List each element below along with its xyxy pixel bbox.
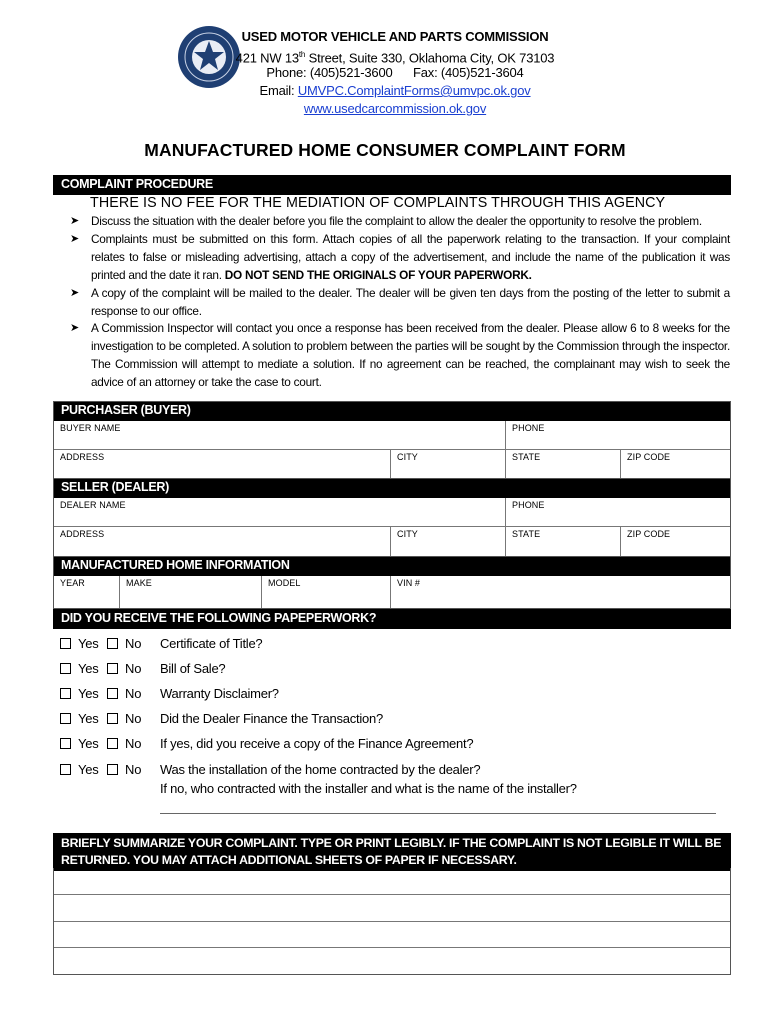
form-title: MANUFACTURED HOME CONSUMER COMPLAINT FORM: [144, 140, 626, 160]
summary-line[interactable]: [54, 895, 730, 922]
question-finance-agreement: If yes, did you receive a copy of the Finance Agreement?: [160, 736, 474, 751]
org-address: 421 NW 13th Street, Suite 330, Oklahoma City, OK 73103: [235, 50, 555, 66]
dealer-name-field[interactable]: DEALER NAME: [54, 498, 506, 527]
list-item: ➤ Discuss the situation with the dealer before you file the complaint to allow the dealer the opportunity to resolve the problem.: [70, 213, 730, 231]
org-email-line: Email: UMVPC.ComplaintForms@umvpc.ok.gov: [259, 83, 531, 98]
arrow-bullet-icon: ➤: [70, 215, 79, 227]
email-link[interactable]: UMVPC.ComplaintForms@umvpc.ok.gov: [297, 83, 531, 98]
buyer-phone-field[interactable]: PHONE: [506, 421, 730, 450]
list-item: ➤ A Commission Inspector will contact you once a response has been received from the dealer. Please allow 6 to 8 weeks for the investigation to be completed. A solution to problem between the parties will be sought by the Commission through the inspector. The Commission will attempt to mediate a solution. If no agreement can be reached, the complainant may wish to seek the advice of an attorney or take the case to court.: [70, 321, 730, 390]
question-warranty: Warranty Disclaimer?: [160, 686, 279, 701]
summary-line[interactable]: [54, 868, 730, 895]
buyer-zip-field[interactable]: ZIP CODE: [627, 452, 671, 462]
section-summary: BRIEFLY SUMMARIZE YOUR COMPLAINT. TYPE OR PRINT LEGIBLY. IF THE COMPLAINT IS NOT LEGIBLE IT WILL BE RETURNED. YOU MAY ATTACH ADDITIONAL SHEETS OF PAPER IF NECESSARY.: [53, 833, 731, 871]
dealer-phone-field[interactable]: PHONE: [506, 498, 730, 527]
list-item: ➤ A copy of the complaint will be mailed to the dealer. The dealer will be given ten days from the posting of the letter to submit a response to our office.: [70, 285, 730, 318]
arrow-bullet-icon: ➤: [70, 322, 79, 335]
question-bill-of-sale: Bill of Sale?: [160, 661, 226, 676]
org-name: USED MOTOR VEHICLE AND PARTS COMMISSION: [241, 29, 549, 44]
question-installation: Was the installation of the home contracted by the dealer?: [160, 762, 481, 777]
buyer-address-field[interactable]: ADDRESS: [54, 450, 391, 478]
question-title: Certificate of Title?: [160, 636, 263, 651]
no-fee-notice: THERE IS NO FEE FOR THE MEDIATION OF COMPLAINTS THROUGH THIS AGENCY: [90, 195, 666, 211]
no-checkbox[interactable]: [107, 663, 118, 674]
paperwork-yes-no: Yes No: [60, 762, 141, 777]
no-checkbox[interactable]: [107, 688, 118, 699]
dealer-state-field[interactable]: STATE: [506, 527, 621, 556]
summary-line[interactable]: [54, 922, 730, 949]
section-paperwork: DID YOU RECEIVE THE FOLLOWING PAPEPERWORK?: [53, 609, 731, 629]
installer-answer-line[interactable]: [160, 813, 716, 814]
dealer-city-field[interactable]: CITY: [391, 527, 506, 556]
question-installer-followup: If no, who contracted with the installer and what is the name of the installer?: [160, 781, 577, 796]
section-purchaser: PURCHASER (BUYER): [54, 402, 730, 421]
yes-checkbox[interactable]: [60, 764, 71, 775]
buyer-name-field[interactable]: BUYER NAME: [54, 421, 506, 450]
home-vin-field[interactable]: VIN #: [397, 578, 421, 588]
summary-line[interactable]: [54, 948, 730, 975]
question-dealer-finance: Did the Dealer Finance the Transaction?: [160, 711, 383, 726]
website-link[interactable]: www.usedcarcommission.ok.gov: [303, 101, 487, 116]
purchaser-section: [53, 401, 731, 479]
section-home-info: MANUFACTURED HOME INFORMATION: [54, 557, 730, 576]
section-seller: SELLER (DEALER): [54, 479, 730, 498]
yes-checkbox[interactable]: [60, 738, 71, 749]
yes-checkbox[interactable]: [60, 713, 71, 724]
home-info-section: [53, 557, 731, 609]
yes-checkbox[interactable]: [60, 663, 71, 674]
buyer-city-field[interactable]: CITY: [391, 450, 506, 478]
paperwork-yes-no: Yes No: [60, 736, 141, 751]
buyer-state-field[interactable]: STATE: [506, 450, 621, 478]
list-item: ➤ Complaints must be submitted on this form. Attach copies of all the paperwork relating to the transaction. If your complaint relates to false or misleading advertising, attach a copy of the advertisement, and include the name of the publication it was printed and the date it ran. DO NOT SEND THE ORIGINALS OF YOUR PAPERWORK.: [70, 231, 730, 282]
section-complaint-procedure: COMPLAINT PROCEDURE: [53, 175, 731, 195]
arrow-bullet-icon: ➤: [70, 232, 79, 245]
paperwork-yes-no: Yes No: [60, 636, 141, 651]
no-checkbox[interactable]: [107, 738, 118, 749]
home-year-field[interactable]: YEAR: [54, 576, 120, 608]
org-website-line: [150, 100, 640, 118]
arrow-bullet-icon: ➤: [70, 286, 79, 299]
yes-checkbox[interactable]: [60, 638, 71, 649]
org-phone-fax: Phone: (405)521-3600 Fax: (405)521-3604: [266, 65, 524, 80]
no-checkbox[interactable]: [107, 713, 118, 724]
paperwork-yes-no: Yes No: [60, 711, 141, 726]
dealer-address-field[interactable]: ADDRESS: [54, 527, 391, 556]
no-checkbox[interactable]: [107, 638, 118, 649]
yes-checkbox[interactable]: [60, 688, 71, 699]
dealer-zip-field[interactable]: ZIP CODE: [627, 529, 671, 539]
home-model-field[interactable]: MODEL: [262, 576, 391, 608]
paperwork-yes-no: Yes No: [60, 686, 141, 701]
summary-lines[interactable]: [53, 868, 731, 975]
procedure-list: [70, 213, 730, 392]
home-make-field[interactable]: MAKE: [120, 576, 262, 608]
paperwork-yes-no: Yes No: [60, 661, 141, 676]
seller-section: [53, 479, 731, 557]
no-checkbox[interactable]: [107, 764, 118, 775]
